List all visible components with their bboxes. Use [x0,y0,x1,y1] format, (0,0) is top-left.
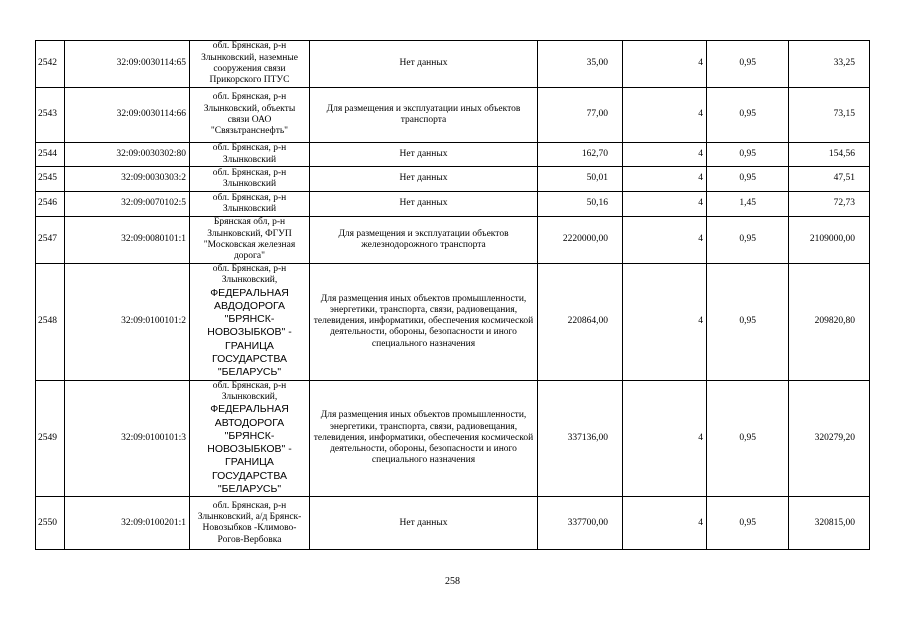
coefficient-cell: 0,95 [707,167,789,192]
address-cell: обл. Брянская, р-н Злынковский [190,143,310,167]
table-row [36,143,870,167]
row-number: 2547 [36,217,65,264]
area-cell: 35,00 [538,41,623,88]
address-cell [190,264,310,381]
road-name: ФЕДЕРАЛЬНАЯ АВДОДОРОГА "БРЯНСК-НОВОЗЫБКОВ" - ГРАНИЦА ГОСУДАРСТВА "БЕЛАРУСЬ" [207,286,292,379]
coefficient-cell: 0,95 [707,380,789,497]
address-cell: обл. Брянская, р-н Злынковский, а/д Брянск-Новозыбков -Климово-Рогов-Вербовка [190,497,310,550]
row-number: 2543 [36,88,65,143]
table-row [36,380,870,497]
address-cell: обл. Брянская, р-н Злынковский, объекты связи ОАО "Связьтранснефть" [190,88,310,143]
group-cell: 4 [623,143,707,167]
value-cell: 72,73 [789,192,870,217]
group-cell: 4 [623,264,707,381]
row-number: 2542 [36,41,65,88]
permitted-use-cell: Для размещения и эксплуатации объектов железнодорожного транспорта [310,217,538,264]
address-cell: обл. Брянская, р-н Злынковский, наземные сооружения связи Прикорского ПТУС [190,41,310,88]
row-number: 2546 [36,192,65,217]
permitted-use-cell: Нет данных [310,41,538,88]
row-number: 2550 [36,497,65,550]
value-cell: 320279,20 [789,380,870,497]
table-row [36,217,870,264]
road-name: ФЕДЕРАЛЬНАЯ АВТОДОРОГА "БРЯНСК-НОВОЗЫБКОВ" - ГРАНИЦА ГОСУДАРСТВА "БЕЛАРУСЬ" [207,403,292,496]
cadastral-number: 32:09:0030114:66 [65,88,190,143]
permitted-use-cell: Нет данных [310,167,538,192]
table-row [36,167,870,192]
coefficient-cell: 0,95 [707,264,789,381]
table-row [36,41,870,88]
value-cell: 33,25 [789,41,870,88]
permitted-use-cell: Для размещения иных объектов промышленности, энергетики, транспорта, связи, радиовещания, телевидения, информатики, обеспечения космической деятельности, обороны, безопасности и иного специального назначения [310,380,538,497]
cadastral-number: 32:09:0100101:3 [65,380,190,497]
cadastral-number: 32:09:0030114:65 [65,41,190,88]
row-number: 2549 [36,380,65,497]
row-number: 2544 [36,143,65,167]
coefficient-cell: 0,95 [707,88,789,143]
coefficient-cell: 0,95 [707,41,789,88]
cadastral-number: 32:09:0070102:5 [65,192,190,217]
permitted-use-cell: Для размещения и эксплуатации иных объектов транспорта [310,88,538,143]
value-cell: 47,51 [789,167,870,192]
value-cell: 209820,80 [789,264,870,381]
cadastral-number: 32:09:0030302:80 [65,143,190,167]
area-cell: 2220000,00 [538,217,623,264]
value-cell: 2109000,00 [789,217,870,264]
row-number: 2545 [36,167,65,192]
coefficient-cell: 1,45 [707,192,789,217]
cadastral-number: 32:09:0100101:2 [65,264,190,381]
address-cell [190,380,310,497]
area-cell: 162,70 [538,143,623,167]
permitted-use-cell: Нет данных [310,192,538,217]
coefficient-cell: 0,95 [707,143,789,167]
table-row [36,88,870,143]
group-cell: 4 [623,497,707,550]
value-cell: 154,56 [789,143,870,167]
permitted-use-cell: Для размещения иных объектов промышленности, энергетики, транспорта, связи, радиовещания, телевидения, информатики, обеспечения космической деятельности, обороны, безопасности и иного специального назначения [310,264,538,381]
table-row [36,497,870,550]
cadastral-number: 32:09:0080101:1 [65,217,190,264]
area-cell: 220864,00 [538,264,623,381]
value-cell: 320815,00 [789,497,870,550]
address-line: обл. Брянская, р-н Злынковский, [212,264,287,286]
cadastral-number: 32:09:0100201:1 [65,497,190,550]
address-cell: обл. Брянская, р-н Злынковский [190,192,310,217]
value-cell: 73,15 [789,88,870,143]
area-cell: 77,00 [538,88,623,143]
address-line: обл. Брянская, р-н Злынковский, [212,380,287,402]
group-cell: 4 [623,380,707,497]
land-parcels-table [35,40,870,550]
coefficient-cell: 0,95 [707,497,789,550]
group-cell: 4 [623,88,707,143]
group-cell: 4 [623,41,707,88]
area-cell: 337700,00 [538,497,623,550]
address-cell: Брянская обл, р-н Злынковский, ФГУП "Московская железная дорога" [190,217,310,264]
area-cell: 337136,00 [538,380,623,497]
permitted-use-cell: Нет данных [310,497,538,550]
table-row [36,192,870,217]
cadastral-number: 32:09:0030303:2 [65,167,190,192]
permitted-use-cell: Нет данных [310,143,538,167]
area-cell: 50,01 [538,167,623,192]
group-cell: 4 [623,192,707,217]
group-cell: 4 [623,167,707,192]
table-row [36,264,870,381]
coefficient-cell: 0,95 [707,217,789,264]
address-cell: обл. Брянская, р-н Злынковский [190,167,310,192]
area-cell: 50,16 [538,192,623,217]
group-cell: 4 [623,217,707,264]
page-number: 258 [445,576,460,587]
row-number: 2548 [36,264,65,381]
